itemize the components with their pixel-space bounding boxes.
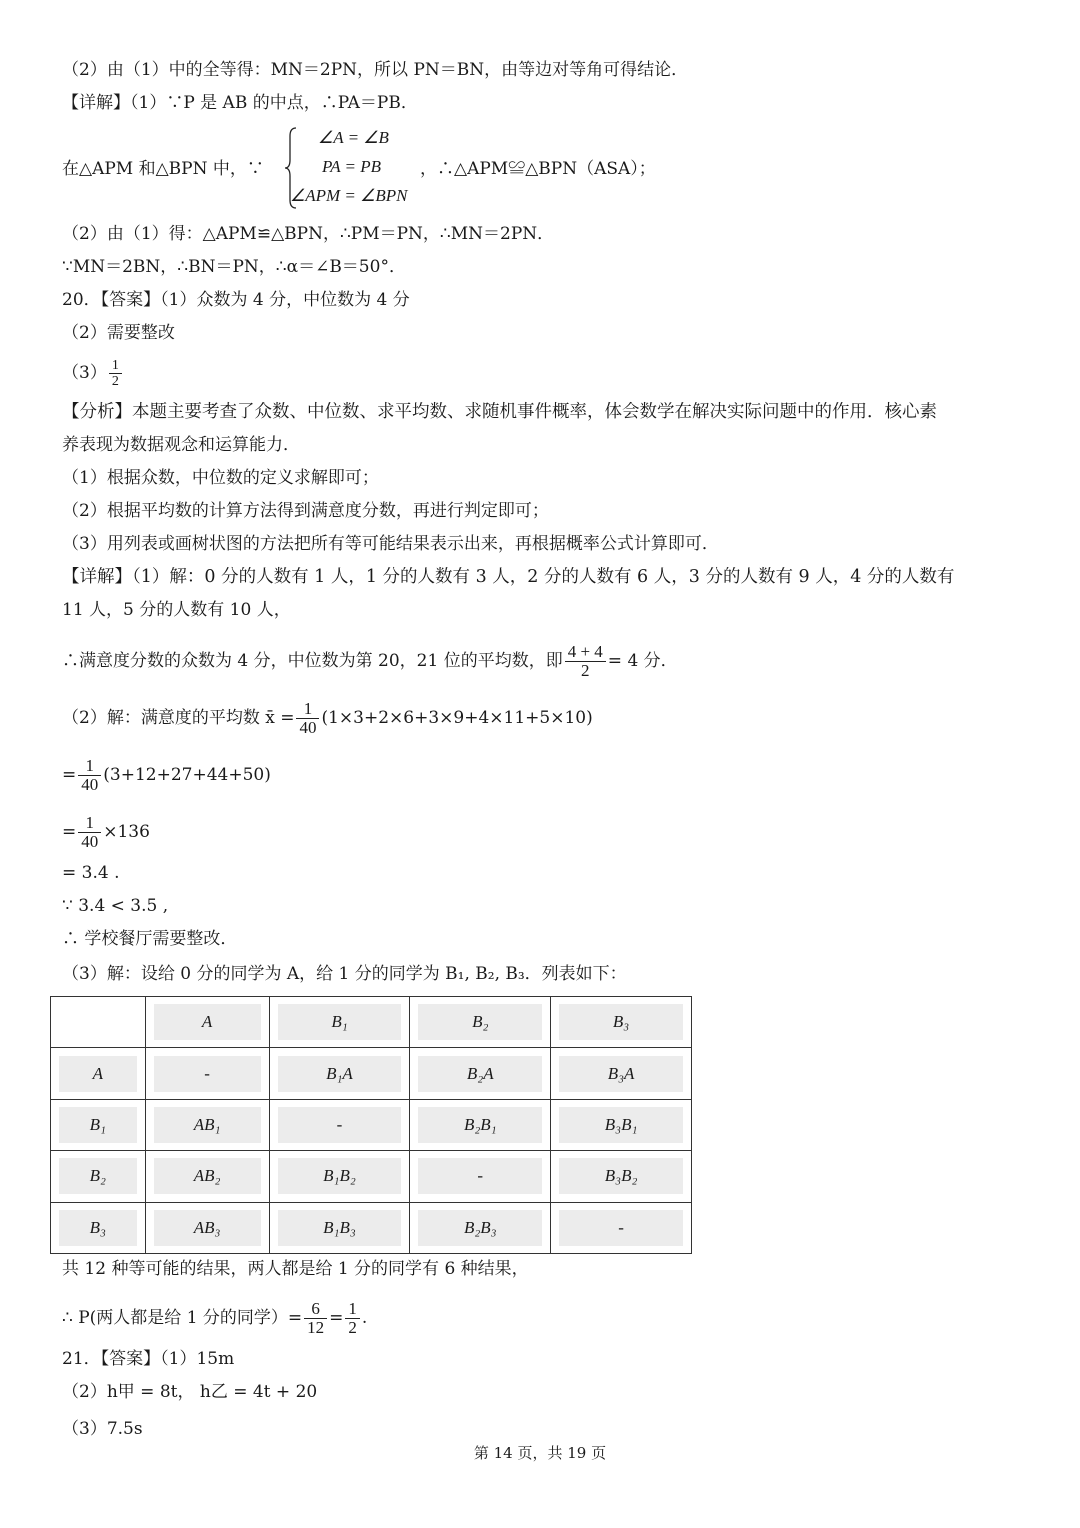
table-cell: B₂	[59, 1158, 137, 1194]
line-outcomes: 共 12 种等可能的结果，两人都是给 1 分的同学有 6 种结果，	[62, 1259, 529, 1279]
line-detail-2: （2）由（1）得：△APM≌△BPN，∴PM＝PN，∴MN＝2PN．	[62, 224, 555, 244]
table-cell: B₂	[418, 1004, 542, 1040]
table-cell: -	[559, 1210, 683, 1246]
table-cell: AB₁	[154, 1107, 261, 1143]
table-cell: AB₂	[154, 1158, 261, 1194]
table-row	[51, 1099, 692, 1150]
line-detail-count: 【详解】（1）解：0 分的人数有 1 人，1 分的人数有 3 人，2 分的人数有 6 人，3 分的人数有 9 人，4 分的人数有	[62, 567, 955, 587]
table-cell: B₃	[59, 1210, 137, 1246]
table-cell: -	[278, 1107, 402, 1143]
table-cell: B₁	[278, 1004, 402, 1040]
line-conclusion-2: ∴ 学校餐厅需要整改．	[62, 929, 238, 949]
table-cell	[59, 1004, 137, 1040]
line-mean-4: = 3.4 .	[62, 863, 120, 883]
system-eq-3: ∠APM = ∠BPN	[290, 186, 408, 205]
line-mean-2: = $\frac{1}{40}$ (3+12+27+44+50)	[62, 756, 271, 794]
table-row	[51, 1151, 692, 1202]
line-analysis: 【分析】本题主要考查了众数、中位数、求平均数、求随机事件概率，体会数学在解决实际问题中的作用．核心素	[62, 402, 937, 422]
line-analysis-2: 养表现为数据观念和运算能力．	[62, 435, 300, 455]
line-step-3: （3）用列表或画树状图的方法把所有等可能结果表示出来，再根据概率公式计算即可．	[62, 534, 719, 554]
line-answer-20-3: （3） $\frac{1}{2}$	[62, 358, 124, 389]
table-row	[51, 1202, 692, 1253]
table-row	[51, 1048, 692, 1099]
line-answer-21-2: （2）h甲 = 8t， h乙 = 4t + 20	[62, 1382, 318, 1402]
page-footer: 第 14 页，共 19 页	[473, 1444, 607, 1462]
line-triangle-post: ，∴△APM≌△BPN（ASA）；	[420, 159, 656, 179]
line-mean-3: = $\frac{1}{40}$ ×136	[62, 813, 150, 851]
table-cell: A	[59, 1056, 137, 1092]
table-cell: A	[154, 1004, 261, 1040]
line-conclusion: （2）由（1）中的全等得：MN＝2PN，所以 PN＝BN，由等边对等角可得结论．	[62, 60, 689, 80]
line-answer-20-2: （2）需要整改	[62, 323, 175, 343]
system-eq-2: PA = PB	[322, 157, 382, 176]
table-cell: B₂A	[418, 1056, 542, 1092]
line-table-intro: （3）解：设给 0 分的同学为 A，给 1 分的同学为 B₁, B₂, B₃．列表如下：	[62, 964, 627, 984]
table-cell: B₁B₂	[278, 1158, 402, 1194]
line-detail-1: 【详解】（1）∵P 是 AB 的中点，∴PA＝PB．	[62, 93, 418, 113]
table-header-row	[51, 997, 692, 1048]
table-cell: B₁A	[278, 1056, 402, 1092]
table-cell: B₃A	[559, 1056, 683, 1092]
line-step-1: （1）根据众数，中位数的定义求解即可；	[62, 468, 379, 488]
line-mean: （2）解：满意度的平均数 x̄ = $\frac{1}{40}$ (1×3+2×6+3×9+4×11+5×10)	[62, 699, 593, 737]
table-cell: -	[154, 1056, 261, 1092]
outcome-table	[50, 996, 692, 1254]
table-cell: -	[418, 1158, 542, 1194]
line-detail-count-2: 11 人，5 分的人数有 10 人，	[62, 600, 291, 620]
line-mode-median: ∴满意度分数的众数为 4 分，中位数为第 20，21 位的平均数，即 $\frac{4 + 4}{2}$ = 4 分．	[62, 642, 678, 680]
line-step-2: （2）根据平均数的计算方法得到满意度分数，再进行判定即可；	[62, 501, 549, 521]
line-triangle-pre: 在△APM 和△BPN 中，∵	[62, 159, 264, 179]
line-answer-21: 21．【答案】（1）15m	[62, 1349, 235, 1369]
line-compare: ∵ 3.4 < 3.5 ,	[62, 896, 169, 916]
line-answer-20: 20．【答案】（1）众数为 4 分，中位数为 4 分	[62, 290, 410, 310]
table-cell: B₃	[559, 1004, 683, 1040]
table-cell: B₃B₂	[559, 1158, 683, 1194]
table-cell: B₁B₃	[278, 1210, 402, 1246]
line-probability: ∴ P(两人都是给 1 分的同学）= $\frac{6}{12}$ = $\frac{1}{2}$ .	[62, 1299, 368, 1337]
table-cell: B₁	[59, 1107, 137, 1143]
line-answer-21-3: （3）7.5s	[62, 1419, 143, 1439]
table-cell: B₂B₁	[418, 1107, 542, 1143]
system-eq-1: ∠A = ∠B	[318, 128, 389, 147]
table-cell: B₃B₁	[559, 1107, 683, 1143]
line-detail-3: ∵MN＝2BN，∴BN＝PN，∴α＝∠B＝50°．	[62, 257, 406, 277]
table-cell: B₂B₃	[418, 1210, 542, 1246]
table-cell: AB₃	[154, 1210, 261, 1246]
